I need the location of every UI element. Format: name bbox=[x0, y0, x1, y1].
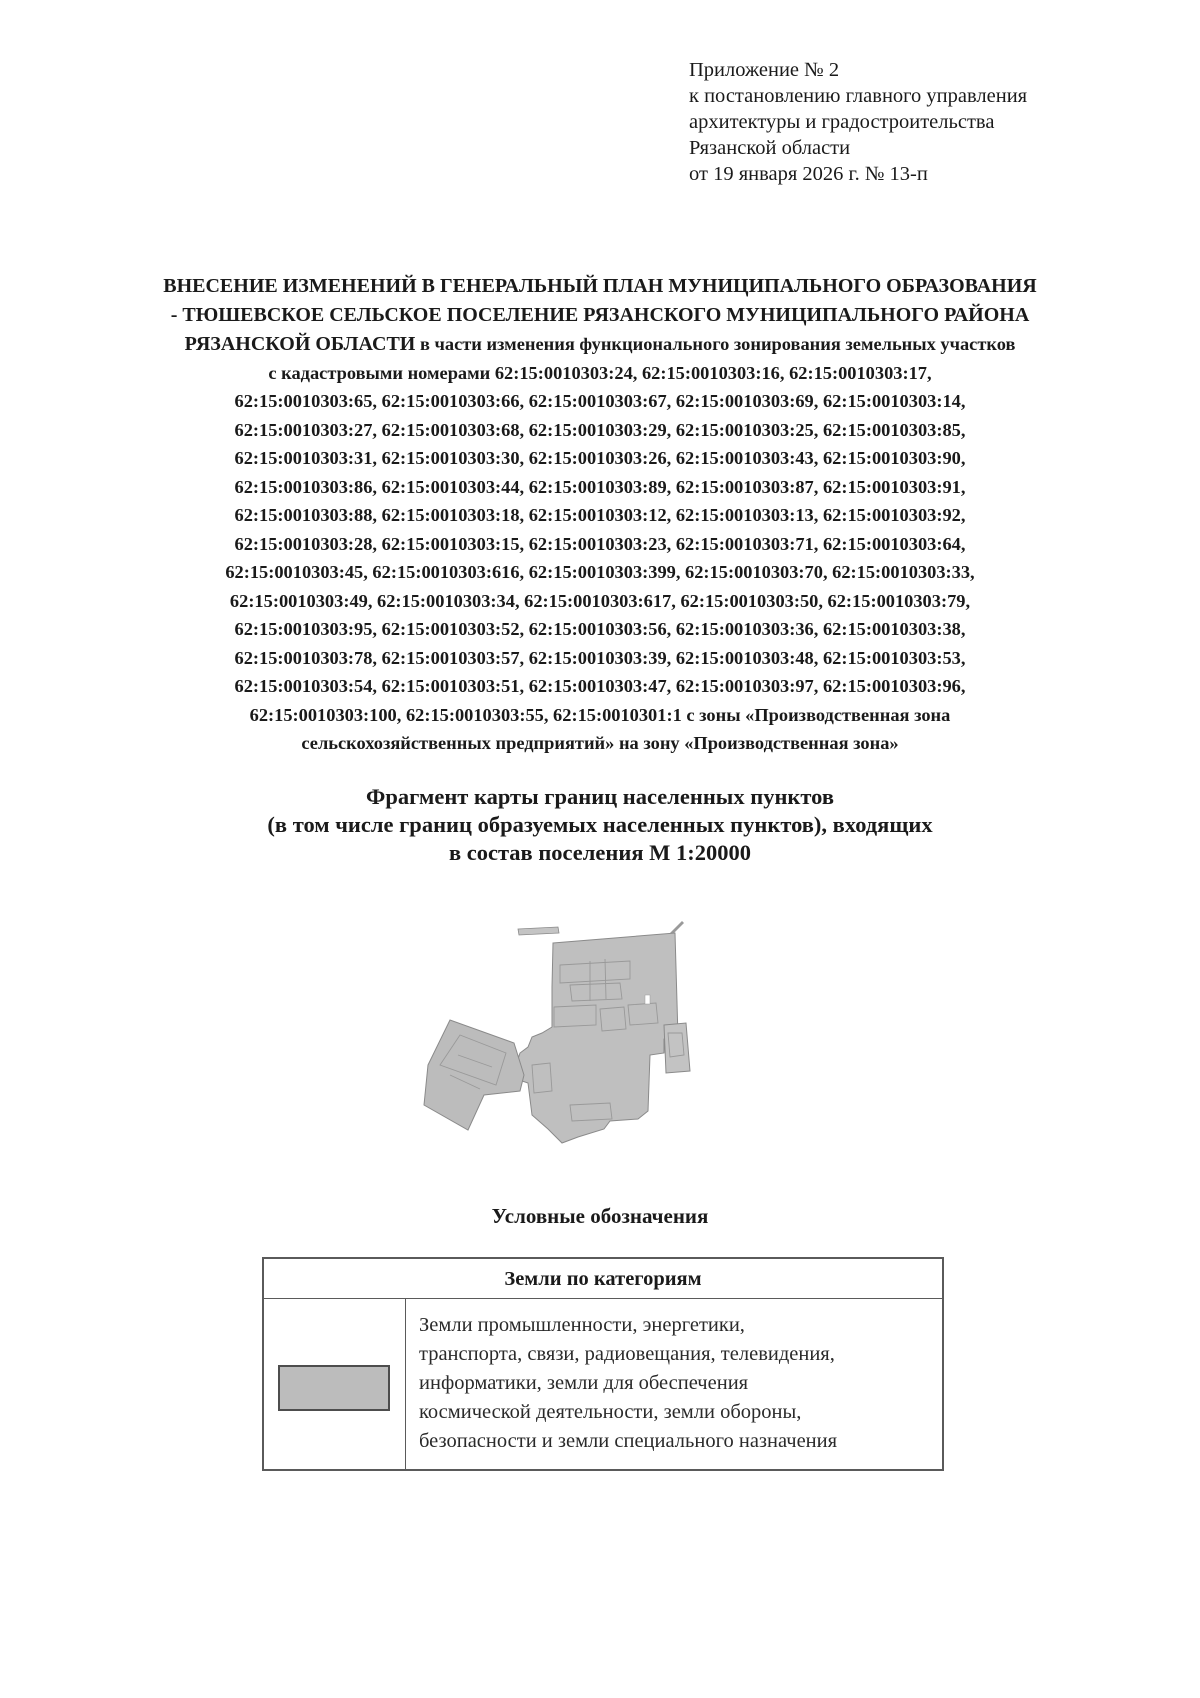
map-road bbox=[518, 927, 559, 935]
map-fragment bbox=[420, 915, 760, 1170]
legend-item-line: космической деятельности, земли обороны, bbox=[419, 1401, 802, 1423]
map-subtitle bbox=[150, 783, 1050, 867]
title-line: 62:15:0010303:28, 62:15:0010303:15, 62:15:0010303:23, 62:15:0010303:71, 62:15:0010303:64, bbox=[234, 533, 966, 554]
appendix-line: Приложение № 2 bbox=[689, 59, 840, 81]
title-line: 62:15:0010303:86, 62:15:0010303:44, 62:15:0010303:89, 62:15:0010303:87, 62:15:0010303:91, bbox=[234, 476, 966, 497]
map-zone-annex bbox=[664, 1023, 690, 1073]
title-line: 62:15:0010303:54, 62:15:0010303:51, 62:15:0010303:47, 62:15:0010303:97, 62:15:0010303:96, bbox=[234, 676, 966, 696]
title-line-rest: в части изменения функционального зонирования земельных участков bbox=[419, 334, 1016, 354]
subtitle-line: (в том числе границ образуемых населенных пунктов), входящих bbox=[267, 812, 933, 837]
title-line: с кадастровыми номерами 62:15:0010303:24, 62:15:0010303:16, 62:15:0010303:17, bbox=[268, 362, 932, 383]
title-line: 62:15:0010303:27, 62:15:0010303:68, 62:15:0010303:29, 62:15:0010303:25, 62:15:0010303:85, bbox=[234, 419, 966, 440]
document-title bbox=[100, 272, 1100, 758]
legend-swatch-cell bbox=[264, 1299, 406, 1469]
appendix-note bbox=[689, 57, 1149, 187]
legend-item-line: безопасности и земли специального назначения bbox=[419, 1430, 838, 1452]
title-line: ВНЕСЕНИЕ ИЗМЕНЕНИЙ В ГЕНЕРАЛЬНЫЙ ПЛАН МУНИЦИПАЛЬНОГО ОБРАЗОВАНИЯ bbox=[163, 275, 1037, 297]
legend-swatch-industrial-lands bbox=[278, 1365, 390, 1411]
title-line: - ТЮШЕВСКОЕ СЕЛЬСКОЕ ПОСЕЛЕНИЕ РЯЗАНСКОГО МУНИЦИПАЛЬНОГО РАЙОНА bbox=[170, 304, 1030, 326]
title-line: 62:15:0010303:100, 62:15:0010303:55, 62:15:0010301:1 с зоны «Производственная зона bbox=[249, 704, 951, 725]
subtitle-line: в состав поселения М 1:20000 bbox=[448, 840, 751, 865]
legend-table bbox=[262, 1257, 944, 1471]
legend-header: Земли по категориям bbox=[264, 1259, 942, 1299]
title-line: 62:15:0010303:31, 62:15:0010303:30, 62:15:0010303:26, 62:15:0010303:43, 62:15:0010303:90, bbox=[234, 448, 966, 468]
title-line: 62:15:0010303:95, 62:15:0010303:52, 62:15:0010303:56, 62:15:0010303:36, 62:15:0010303:38, bbox=[234, 619, 966, 639]
appendix-line: к постановлению главного управления bbox=[689, 85, 1028, 107]
title-line: 62:15:0010303:78, 62:15:0010303:57, 62:15:0010303:39, 62:15:0010303:48, 62:15:0010303:53, bbox=[234, 647, 966, 668]
appendix-line: от 19 января 2026 г. № 13-п bbox=[689, 163, 928, 185]
legend-item-line: Земли промышленности, энергетики, bbox=[419, 1314, 745, 1336]
title-line bbox=[100, 330, 1100, 359]
map-zone-west bbox=[424, 1020, 524, 1130]
title-line: сельскохозяйственных предприятий» на зону «Производственная зона» bbox=[301, 733, 899, 753]
legend-item-line: информатики, земли для обеспечения bbox=[419, 1372, 749, 1394]
appendix-line: Рязанской области bbox=[689, 137, 851, 159]
title-caps-start: РЯЗАНСКОЙ ОБЛАСТИ bbox=[184, 333, 416, 355]
legend-item-line: транспорта, связи, радиовещания, телевидения, bbox=[419, 1343, 835, 1365]
map-marker bbox=[645, 995, 650, 1004]
subtitle-line: Фрагмент карты границ населенных пунктов bbox=[366, 784, 834, 809]
appendix-line: архитектуры и градостроительства bbox=[689, 111, 995, 133]
title-line: 62:15:0010303:65, 62:15:0010303:66, 62:15:0010303:67, 62:15:0010303:69, 62:15:0010303:14, bbox=[234, 391, 966, 411]
map-zone-main bbox=[516, 933, 678, 1143]
title-line: 62:15:0010303:49, 62:15:0010303:34, 62:15:0010303:617, 62:15:0010303:50, 62:15:0010303:79, bbox=[229, 590, 971, 611]
title-line: 62:15:0010303:88, 62:15:0010303:18, 62:15:0010303:12, 62:15:0010303:13, 62:15:0010303:92, bbox=[234, 505, 966, 525]
legend-item-text bbox=[419, 1311, 941, 1456]
title-line: 62:15:0010303:45, 62:15:0010303:616, 62:15:0010303:399, 62:15:0010303:70, 62:15:0010303:33, bbox=[225, 562, 975, 582]
legend-title: Условные обозначения bbox=[491, 1204, 709, 1228]
